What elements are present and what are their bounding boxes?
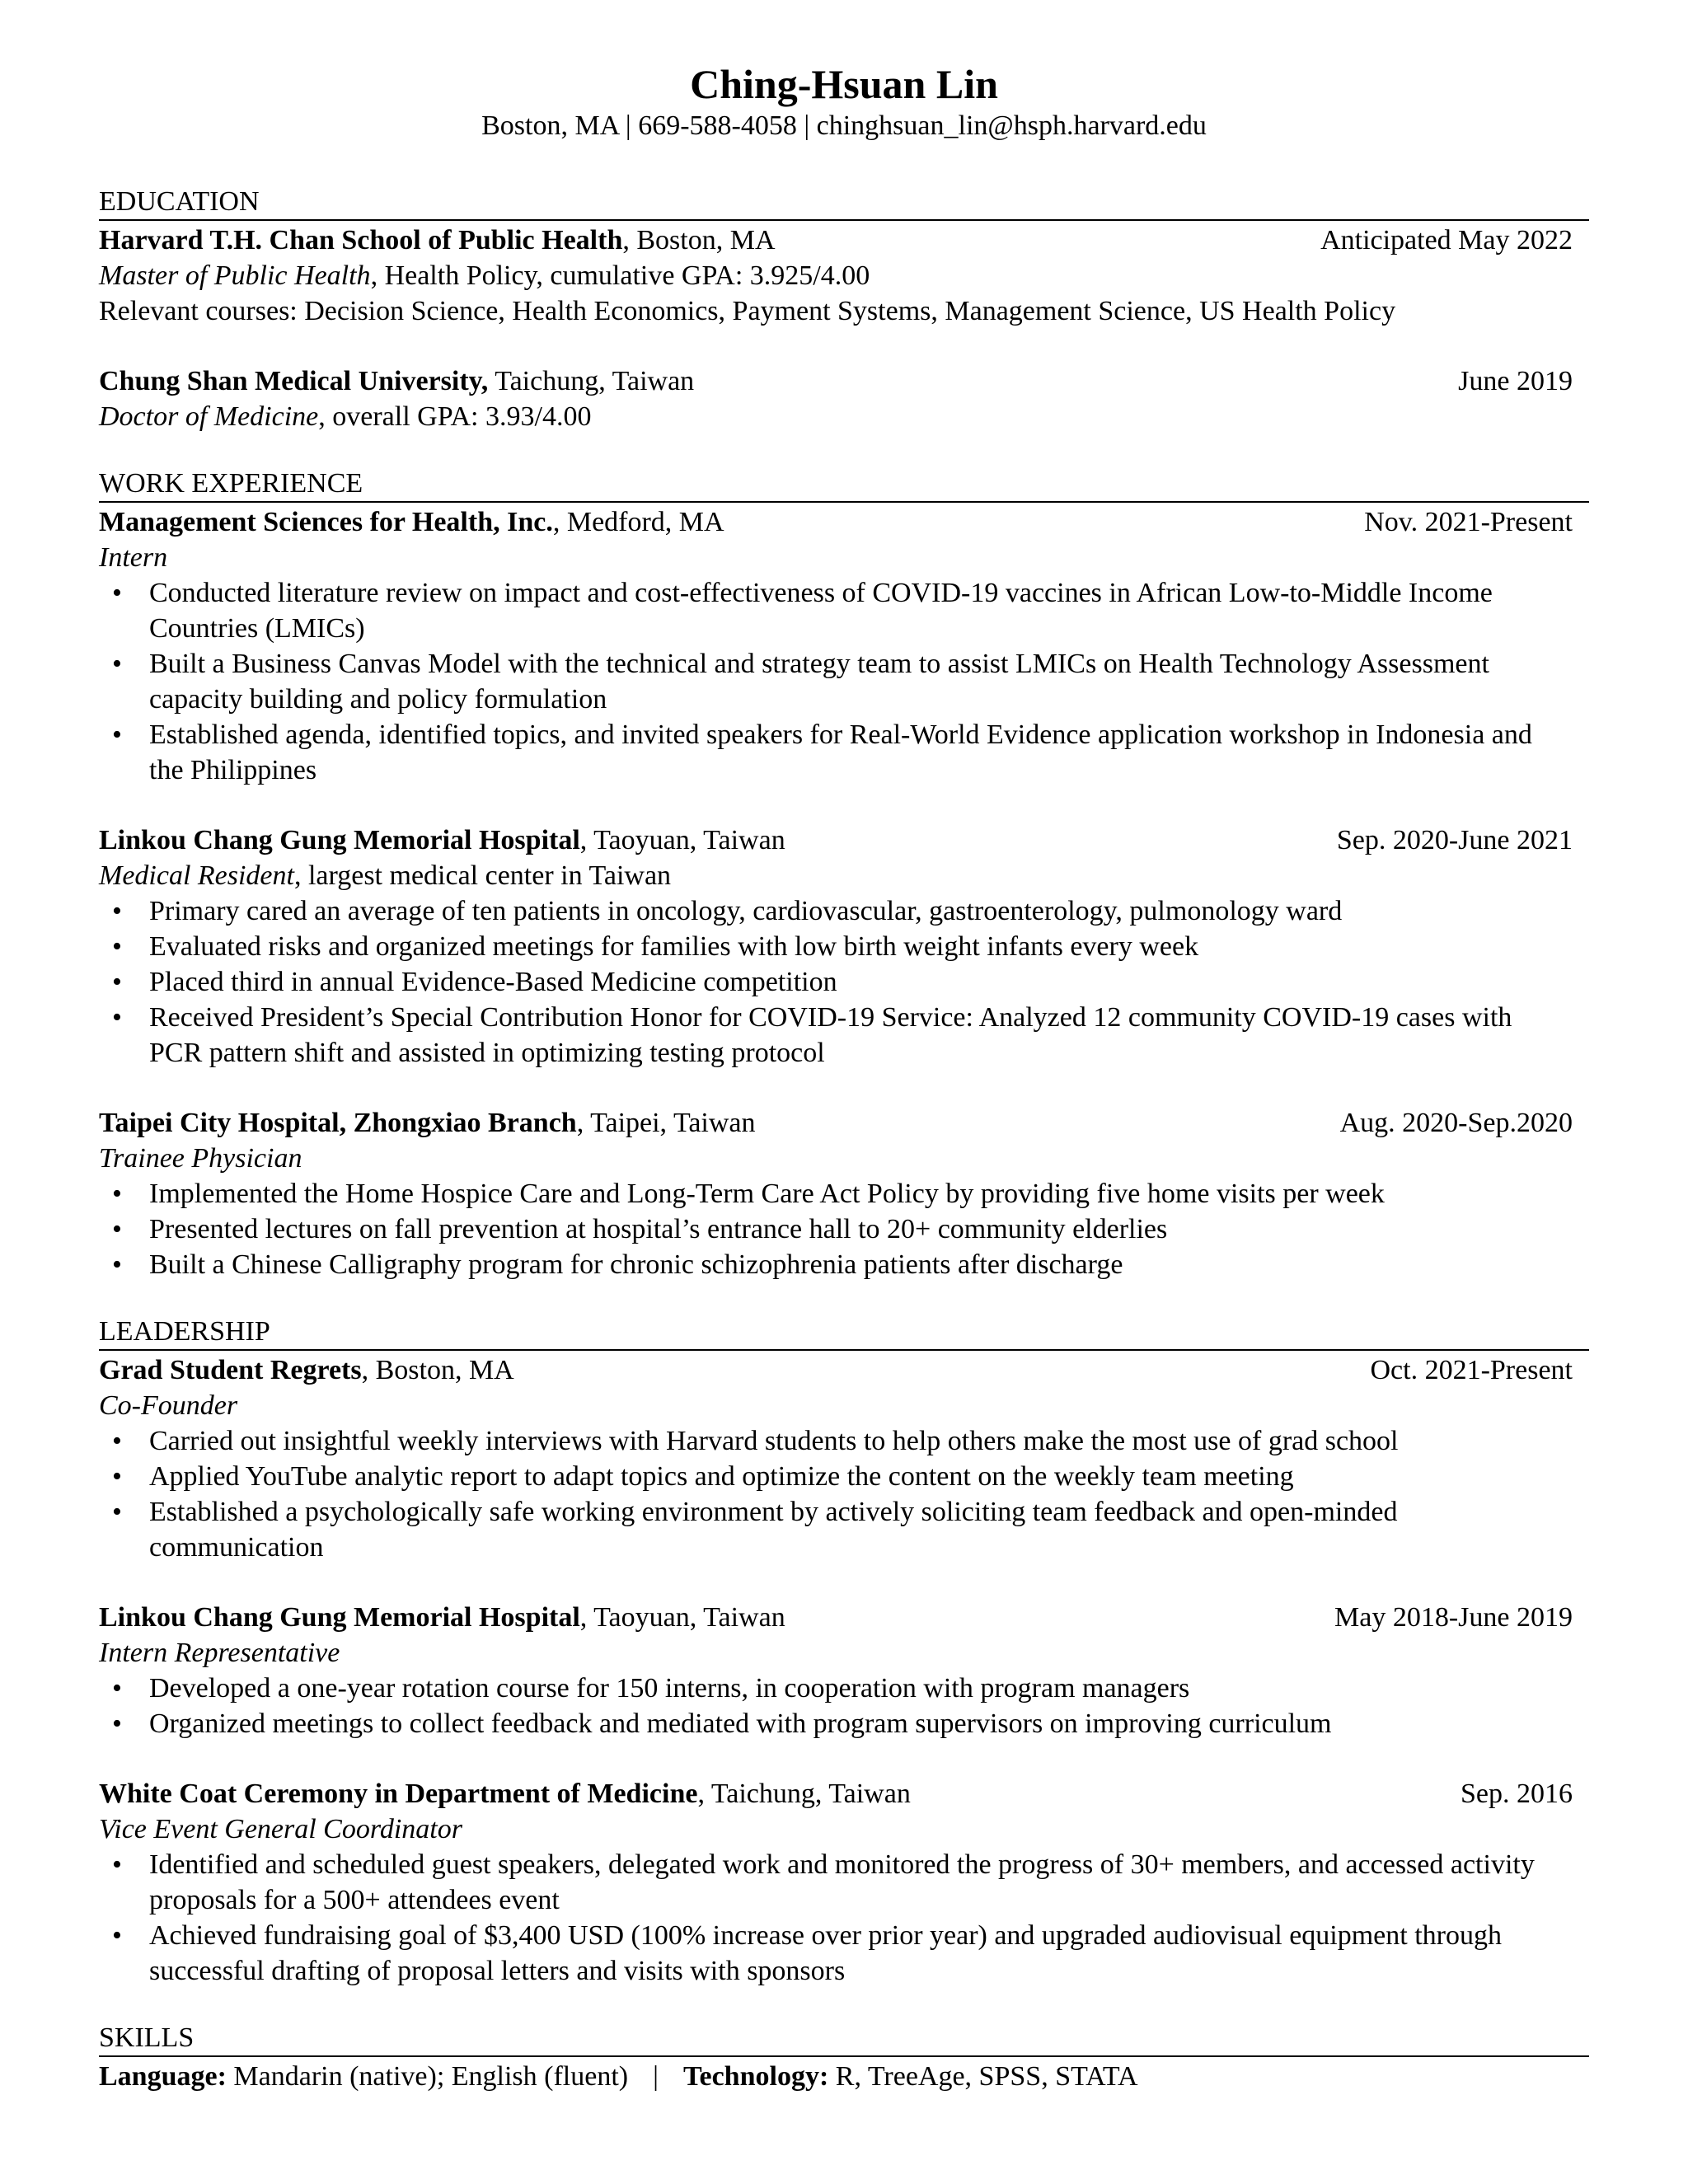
bullet-item: • Established agenda, identified topics, and invited speakers for Real-World Evidence application workshop in Indonesia and the Philippines xyxy=(99,717,1589,788)
bullet-list xyxy=(99,575,1589,788)
work-entry xyxy=(99,1105,1589,1282)
role-title: Vice Event General Coordinator xyxy=(99,1814,462,1844)
degree-name: Doctor of Medicine xyxy=(99,401,319,432)
entry-header xyxy=(99,1105,1589,1141)
entry-header xyxy=(99,363,1589,399)
skills-section xyxy=(99,2022,1589,2094)
skills-separator: | xyxy=(653,2061,659,2092)
organization-location: , Taipei, Taiwan xyxy=(576,1108,756,1138)
degree-name: Master of Public Health xyxy=(99,260,371,291)
entry-date: June 2019 xyxy=(1458,366,1573,396)
role-title: Medical Resident xyxy=(99,860,294,891)
role-title: Intern xyxy=(99,542,168,573)
school-name: Harvard T.H. Chan School of Public Health xyxy=(99,225,623,255)
role-title: Trainee Physician xyxy=(99,1143,302,1174)
organization-name: Linkou Chang Gung Memorial Hospital xyxy=(99,825,580,855)
entry-date: Aug. 2020-Sep.2020 xyxy=(1339,1108,1573,1138)
organization-name: White Coat Ceremony in Department of Medicine xyxy=(99,1779,698,1809)
education-entry xyxy=(99,223,1589,329)
bullet-list xyxy=(99,1847,1589,1989)
bullet-list xyxy=(99,1176,1589,1282)
work-entry xyxy=(99,504,1589,788)
organization-name: Linkou Chang Gung Memorial Hospital xyxy=(99,1602,580,1633)
leadership-entry xyxy=(99,1600,1589,1741)
entry-date: May 2018-June 2019 xyxy=(1334,1602,1573,1633)
school-location: , Boston, MA xyxy=(622,225,776,255)
leadership-entry xyxy=(99,1776,1589,1989)
bullet-item: • Established a psychologically safe working environment by actively soliciting team feedback and open-minded communication xyxy=(99,1494,1589,1565)
role-title: Intern Representative xyxy=(99,1638,340,1668)
bullet-item: • Developed a one-year rotation course for 150 interns, in cooperation with program managers xyxy=(99,1671,1589,1706)
resume-name: Ching-Hsuan Lin xyxy=(690,61,998,107)
section-title-education: EDUCATION xyxy=(99,185,1589,221)
school-location: Taichung, Taiwan xyxy=(488,366,695,396)
organization-location: , Medford, MA xyxy=(552,507,724,537)
bullet-item: • Received President’s Special Contribution Honor for COVID-19 Service: Analyzed 12 community COVID-19 cases with PCR pattern shift and assisted in optimizing testing protocol xyxy=(99,1000,1589,1071)
organization-name: Management Sciences for Health, Inc. xyxy=(99,507,553,537)
role-title: Co-Founder xyxy=(99,1390,238,1421)
work-section xyxy=(99,467,1589,1282)
organization-location: , Taichung, Taiwan xyxy=(697,1779,911,1809)
leadership-section xyxy=(99,1315,1589,1989)
organization-location: , Boston, MA xyxy=(361,1355,514,1385)
degree-details: , overall GPA: 3.93/4.00 xyxy=(318,401,592,432)
section-title-work: WORK EXPERIENCE xyxy=(99,467,1589,503)
bullet-item: • Conducted literature review on impact and cost-effectiveness of COVID-19 vaccines in African Low-to-Middle Income Countries (LMICs) xyxy=(99,575,1589,646)
bullet-item: • Primary cared an average of ten patients in oncology, cardiovascular, gastroenterology, pulmonology ward xyxy=(99,893,1589,929)
entry-date: Sep. 2016 xyxy=(1461,1779,1573,1809)
relevant-courses: Relevant courses: Decision Science, Health Economics, Payment Systems, Management Science, US Health Policy xyxy=(99,296,1396,326)
bullet-item: • Implemented the Home Hospice Care and Long-Term Care Act Policy by providing five home visits per week xyxy=(99,1176,1589,1212)
bullet-item: • Presented lectures on fall prevention at hospital’s entrance hall to 20+ community elderlies xyxy=(99,1212,1589,1247)
language-value: Mandarin (native); English (fluent) xyxy=(226,2061,629,2092)
technology-label: Technology: xyxy=(682,2061,829,2092)
bullet-item: • Built a Business Canvas Model with the technical and strategy team to assist LMICs on Health Technology Assessment capacity building and policy formulation xyxy=(99,646,1589,717)
bullet-item: • Carried out insightful weekly interviews with Harvard students to help others make the most use of grad school xyxy=(99,1423,1589,1459)
bullet-list xyxy=(99,893,1589,1071)
organization-name: Grad Student Regrets xyxy=(99,1355,362,1385)
education-section xyxy=(99,185,1589,434)
section-title-skills: SKILLS xyxy=(99,2022,1589,2057)
leadership-entry xyxy=(99,1352,1589,1565)
bullet-item: • Evaluated risks and organized meetings for families with low birth weight infants every week xyxy=(99,929,1589,964)
entry-header xyxy=(99,1352,1589,1388)
entry-header xyxy=(99,1600,1589,1635)
entry-header xyxy=(99,504,1589,540)
school-name: Chung Shan Medical University, xyxy=(99,366,489,396)
bullet-item: • Applied YouTube analytic report to adapt topics and optimize the content on the weekly team meeting xyxy=(99,1459,1589,1494)
language-label: Language: xyxy=(99,2061,227,2092)
organization-location: , Taoyuan, Taiwan xyxy=(579,825,785,855)
bullet-item: • Built a Chinese Calligraphy program for chronic schizophrenia patients after discharge xyxy=(99,1247,1589,1282)
entry-header xyxy=(99,223,1589,258)
organization-location: , Taoyuan, Taiwan xyxy=(579,1602,785,1633)
organization-name: Taipei City Hospital, Zhongxiao Branch xyxy=(99,1108,577,1138)
bullet-list xyxy=(99,1423,1589,1565)
entry-header xyxy=(99,1776,1589,1811)
role-details: , largest medical center in Taiwan xyxy=(293,860,672,891)
entry-header xyxy=(99,823,1589,858)
resume-page xyxy=(99,59,1589,2094)
entry-date: Oct. 2021-Present xyxy=(1370,1355,1573,1385)
work-entry xyxy=(99,823,1589,1071)
skills-line xyxy=(99,2059,1589,2094)
bullet-item: • Identified and scheduled guest speakers, delegated work and monitored the progress of 30+ members, and accessed activity proposals for a 500+ attendees event xyxy=(99,1847,1589,1918)
entry-date: Anticipated May 2022 xyxy=(1320,225,1573,255)
degree-details: , Health Policy, cumulative GPA: 3.925/4.00 xyxy=(370,260,870,291)
bullet-item: • Organized meetings to collect feedback and mediated with program supervisors on improving curriculum xyxy=(99,1706,1589,1741)
bullet-item: • Placed third in annual Evidence-Based Medicine competition xyxy=(99,964,1589,1000)
bullet-list xyxy=(99,1671,1589,1741)
contact-info: Boston, MA | 669-588-4058 | chinghsuan_lin@hsph.harvard.edu xyxy=(481,110,1207,141)
entry-date: Nov. 2021-Present xyxy=(1364,507,1573,537)
entry-date: Sep. 2020-June 2021 xyxy=(1336,825,1573,855)
bullet-item: • Achieved fundraising goal of $3,400 USD (100% increase over prior year) and upgraded audiovisual equipment through successful drafting of proposal letters and visits with sponsors xyxy=(99,1918,1589,1989)
technology-value: R, TreeAge, SPSS, STATA xyxy=(828,2061,1138,2092)
education-entry xyxy=(99,363,1589,434)
section-title-leadership: LEADERSHIP xyxy=(99,1315,1589,1351)
